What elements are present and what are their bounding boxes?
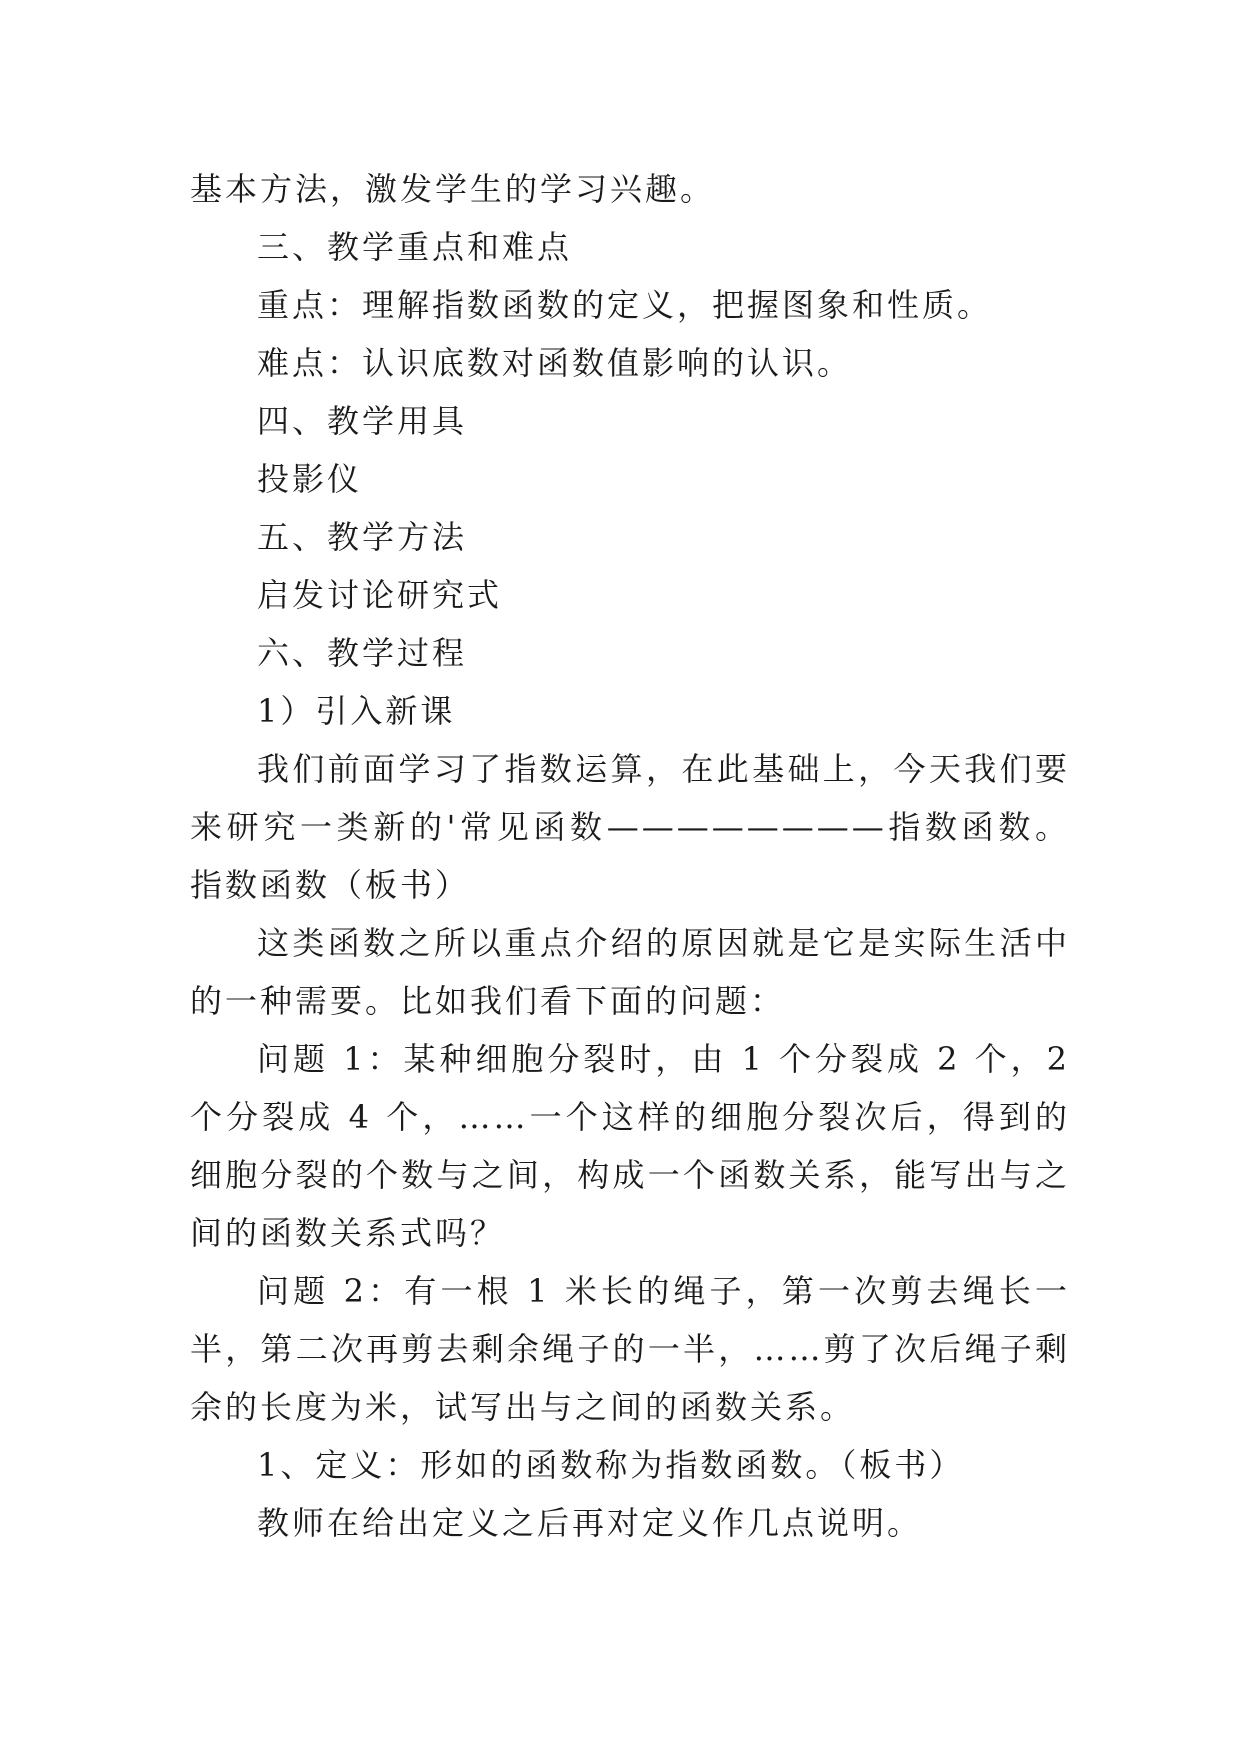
paragraph-definition: 1、定义：形如的函数称为指数函数。（板书）	[257, 1446, 965, 1484]
paragraph-method: 启发讨论研究式	[257, 576, 503, 614]
section-heading-key-points: 三、教学重点和难点	[257, 228, 573, 266]
paragraph-problem-2: 问题 2：有一根 1 米长的绳子，第一次剪去绳长一半，第二次再剪去剩余绳子的一半，……剪了次后绳子剩余的长度为米，试写出与之间的函数关系。	[190, 1272, 1070, 1426]
paragraph-problem-1: 问题 1：某种细胞分裂时，由 1 个分裂成 2 个，2 个分裂成 4 个，……一个这样的细胞分裂次后，得到的细胞分裂的个数与之间，构成一个函数关系，能写出与之间的函数关系式吗？	[190, 1040, 1070, 1252]
document-body	[190, 160, 1070, 1552]
paragraph-continuation: 基本方法，激发学生的学习兴趣。	[190, 170, 716, 208]
paragraph-difficulty: 难点：认识底数对函数值影响的认识。	[257, 344, 853, 382]
paragraph-tools: 投影仪	[257, 460, 363, 498]
paragraph-teacher-note: 教师在给出定义之后再对定义作几点说明。	[257, 1504, 923, 1542]
section-heading-teaching-process: 六、教学过程	[257, 634, 468, 672]
section-heading-teaching-tools: 四、教学用具	[257, 402, 468, 440]
section-heading-teaching-method: 五、教学方法	[257, 518, 468, 556]
subsection-heading-intro: 1）引入新课	[257, 692, 456, 730]
paragraph-motivation: 这类函数之所以重点介绍的原因就是它是实际生活中的一种需要。比如我们看下面的问题：	[190, 924, 1070, 1020]
paragraph-intro: 我们前面学习了指数运算，在此基础上，今天我们要来研究一类新的'常见函数————————指数函数。指数函数（板书）	[190, 750, 1070, 904]
paragraph-focus: 重点：理解指数函数的定义，把握图象和性质。	[257, 286, 993, 324]
